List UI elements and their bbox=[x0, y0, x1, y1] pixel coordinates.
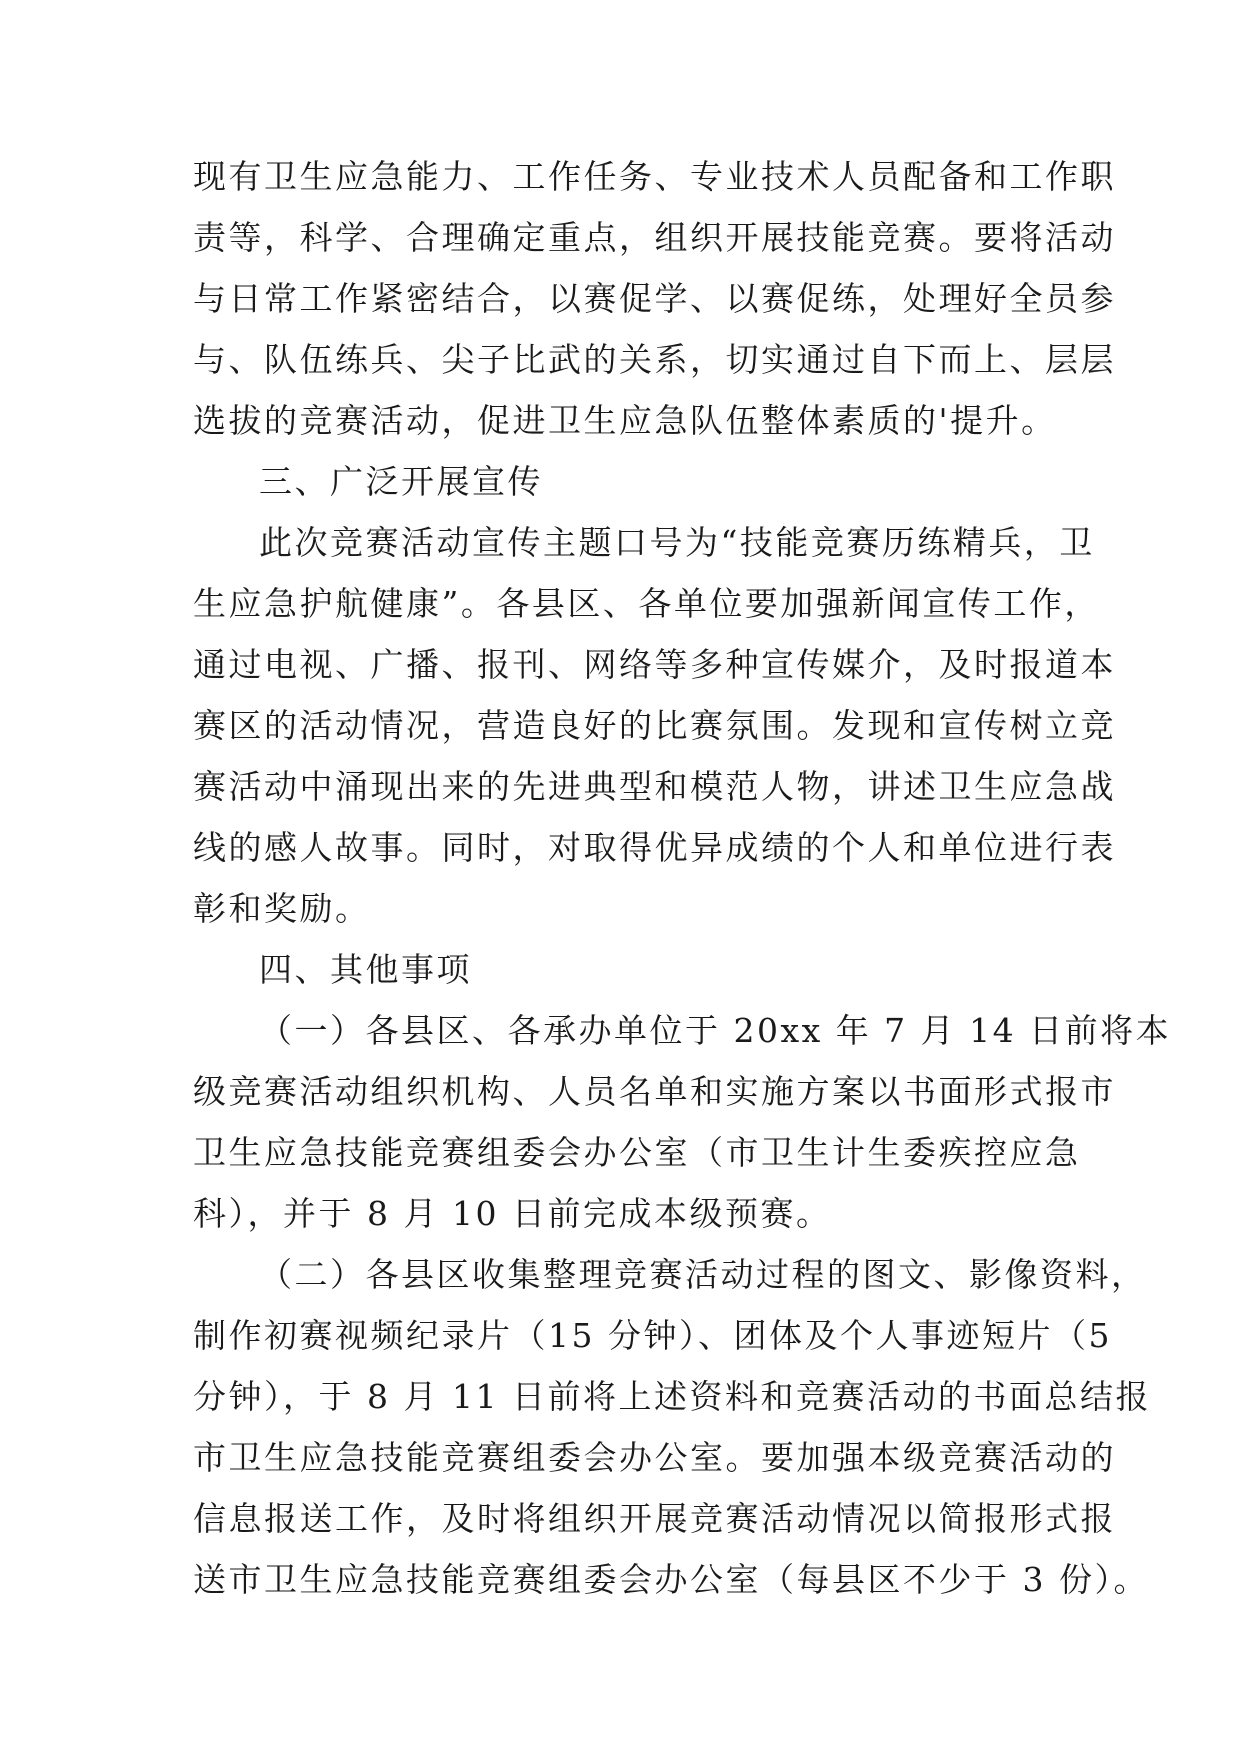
text-line: 通过电视、广播、报刊、网络等多种宣传媒介，及时报道本 bbox=[193, 645, 1116, 684]
text-line: 赛活动中涌现出来的先进典型和模范人物，讲述卫生应急战 bbox=[193, 767, 1116, 806]
text-line: 级竞赛活动组织机构、人员名单和实施方案以书面形式报市 bbox=[193, 1072, 1116, 1111]
text-line: 市卫生应急技能竞赛组委会办公室。要加强本级竞赛活动的 bbox=[193, 1438, 1116, 1477]
section-heading: 三、广泛开展宣传 bbox=[259, 462, 543, 501]
text-line: （二）各县区收集整理竞赛活动过程的图文、影像资料， bbox=[259, 1255, 1147, 1294]
text-line: 信息报送工作，及时将组织开展竞赛活动情况以简报形式报 bbox=[193, 1499, 1116, 1538]
text-line: （一）各县区、各承办单位于 20xx 年 7 月 14 日前将本 bbox=[259, 1011, 1172, 1050]
text-line: 与、队伍练兵、尖子比武的关系，切实通过自下而上、层层 bbox=[193, 340, 1116, 379]
text-line: 与日常工作紧密结合，以赛促学、以赛促练，处理好全员参 bbox=[193, 279, 1116, 318]
text-line: 选拔的竞赛活动，促进卫生应急队伍整体素质的'提升。 bbox=[193, 401, 1057, 440]
text-line: 线的感人故事。同时，对取得优异成绩的个人和单位进行表 bbox=[193, 828, 1116, 867]
text-line: 科），并于 8 月 10 日前完成本级预赛。 bbox=[193, 1194, 832, 1233]
text-line: 责等，科学、合理确定重点，组织开展技能竞赛。要将活动 bbox=[193, 218, 1116, 257]
text-line: 彰和奖励。 bbox=[193, 889, 371, 928]
text-line: 生应急护航健康”。各县区、各单位要加强新闻宣传工作， bbox=[193, 584, 1100, 623]
section-heading: 四、其他事项 bbox=[259, 950, 472, 989]
text-line: 卫生应急技能竞赛组委会办公室（市卫生计生委疾控应急 bbox=[193, 1133, 1081, 1172]
text-line: 现有卫生应急能力、工作任务、专业技术人员配备和工作职 bbox=[193, 157, 1116, 196]
text-line: 制作初赛视频纪录片（15 分钟）、团体及个人事迹短片（5 bbox=[193, 1316, 1112, 1355]
text-line: 送市卫生应急技能竞赛组委会办公室（每县区不少于 3 份）。 bbox=[193, 1560, 1149, 1599]
text-line: 赛区的活动情况，营造良好的比赛氛围。发现和宣传树立竞 bbox=[193, 706, 1116, 745]
text-line: 此次竞赛活动宣传主题口号为“技能竞赛历练精兵，卫 bbox=[259, 523, 1095, 562]
text-line: 分钟），于 8 月 11 日前将上述资料和竞赛活动的书面总结报 bbox=[193, 1377, 1151, 1416]
